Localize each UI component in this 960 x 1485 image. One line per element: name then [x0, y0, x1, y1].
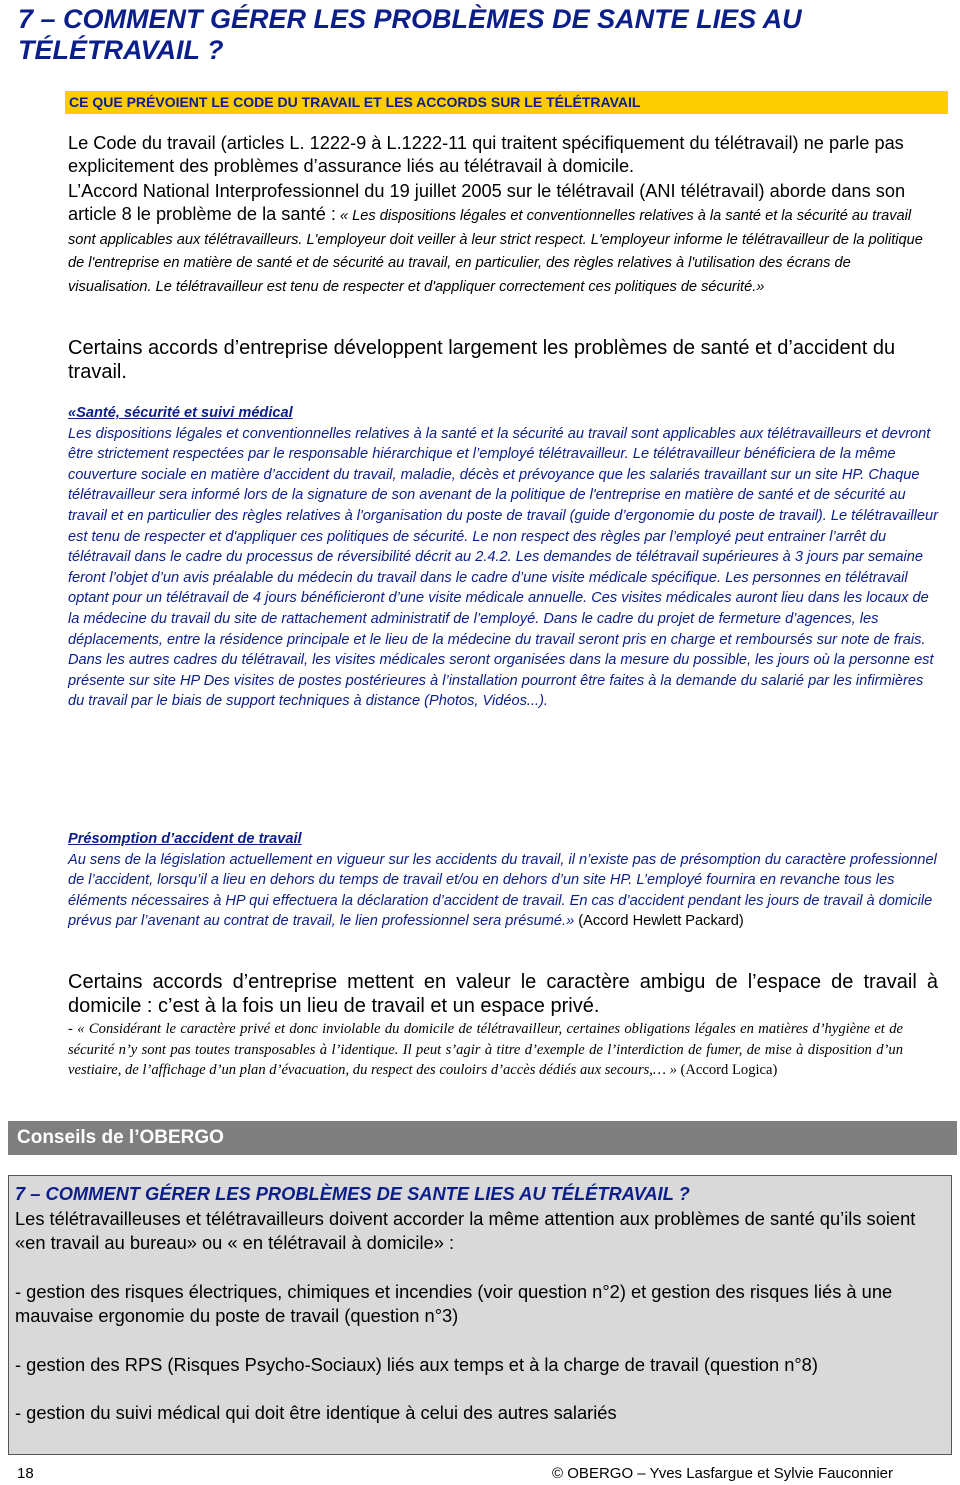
ani-quote: « Les dispositions légales et conventionnelles relatives à la santé et la sécurité au travail sont applicables aux télétravailleurs. L'employeur doit veiller à leur strict respect. L'employeur informe le télétravailleur de la politique de l'entreprise en matière de santé et de sécurité au travail, en particulier, des règles relatives à l'utilisation des écrans de visualisation. Le télétravailleur est tenu de respecter et d'appliquer correctement ces politiques de sécurité.»	[68, 208, 923, 295]
ani-lead: L’Accord National Interprofessionnel du 19 juillet 2005 sur le télétravail (ANI télétravail) aborde dans son article 8 le problème de la santé :	[68, 181, 906, 224]
hp-health-section	[68, 403, 943, 712]
copyright-footer: © OBERGO – Yves Lasfargue et Sylvie Fauconnier	[552, 1465, 893, 1482]
logica-quote-source: (Accord Logica)	[676, 1062, 778, 1078]
hp-health-body: Les dispositions légales et conventionnelles relatives à la santé et la sécurité au travail sont applicables aux télétravailleurs et devront être strictement respectées par le responsable hiérarchique et l’employé télétravailleur. Le télétravailleur bénéficiera de la même couverture sociale en matière d’accident du travail, maladie, décès et prévoyance que les salariés travaillant sur un site HP. Chaque télétravailleur sera informé lors de la signature de son avenant de la politique de l'entreprise en matière de santé et de sécurité au travail et en particulier des règles relatives à l'organisation du poste de travail (guide d’ergonomie du poste de travail). Le télétravailleur est tenu de respecter et d'appliquer ces politiques de sécurité. Le non respect des règles par l’employé peut entrainer l’arrêt du télétravail dans le cadre du processus de réversibilité décrit au 2.4.2. Les demandes de télétravail supérieures à 3 jours par semaine feront l’objet d’un avis préalable du médecin du travail dans le cadre d’une visite médicale spécifique. Les personnes en télétravail optant pour un télétravail de 4 jours bénéficieront d’une visite médicale annuelle. Ces visites médicales auront lieu dans les locaux de la médecine du travail du site de rattachement administratif de l’employé. Dans le cadre du projet de fermeture d’agences, les déplacements, entre la résidence principale et le lieu de la médecine du travail seront pris en charge et remboursés sur note de frais. Dans les autres cadres du télétravail, les visites médicales seront organisées dans la mesure du possible, les jours où la personne est présente sur site HP Des visites de postes postérieures à l’installation pourront être faites à la demande du salarié par les infirmières du travail par le biais de support techniques à distance (Photos, Vidéos...).	[68, 425, 938, 710]
page-title: 7 – COMMENT GÉRER LES PROBLÈMES DE SANTE LIES AU TÉLÉTRAVAIL ?	[18, 4, 802, 65]
intro-paragraph-1: Le Code du travail (articles L. 1222-9 à L.1222-11 qui traitent spécifiquement du télétravail) ne parle pas explicitement des problèmes d’assurance liés au télétravail à domicile.	[68, 133, 904, 176]
advice-box-intro: Les télétravailleuses et télétravailleurs doivent accorder la même attention aux problèmes de santé qu’ils soient «en travail au bureau» ou « en télétravail à domicile» :	[15, 1207, 916, 1253]
logica-quote	[68, 1019, 903, 1081]
advice-item: - gestion du suivi médical qui doit être identique à celui des autres salariés	[15, 1402, 617, 1423]
advice-box	[8, 1175, 952, 1455]
logica-quote-body: - « Considérant le caractère privé et donc inviolable du domicile de télétravailleur, certaines obligations légales en matières d’hygiène et de sécurité n’y sont pas toutes transposables à l’identique. Il peut s’agir à titre d’exemple de l’interdiction de fumer, de mise à disposition d’un vestiaire, de l’affichage d’un plan d’évacuation, du respect des couloirs d’accès dédiés aux secours,… »	[68, 1021, 903, 1078]
advice-item: - gestion des RPS (Risques Psycho-Sociaux) liés aux temps et à la charge de travail (question n°8)	[15, 1353, 818, 1375]
accident-heading: Présomption d’accident de travail	[68, 831, 302, 847]
intro-paragraph-2	[68, 180, 938, 297]
accident-body: Au sens de la législation actuellement en vigueur sur les accidents du travail, il n’existe pas de présomption du caractère professionnel de l’accident, lorsqu’il a lieu en dehors du temps de travail et/ou en dehors d’un site HP. L’employé fournira en revanche tous les éléments nécessaires à HP qui effectuera la déclaration d’accident de travail. En cas d’accident pendant les jours de travail à domicile prévus par l’avenant au contrat de travail, le lien professionnel sera présumé.»	[68, 851, 937, 930]
advice-box-title: 7 – COMMENT GÉRER LES PROBLÈMES DE SANTE LIES AU TÉLÉTRAVAIL ?	[15, 1183, 690, 1204]
advice-item: - gestion des risques électriques, chimiques et incendies (voir question n°2) et gestion des risques liés à une mauvaise ergonomie du poste de travail (question n°3)	[15, 1280, 893, 1326]
hp-health-heading: «Santé, sécurité et suivi médical	[68, 405, 293, 421]
page-number: 18	[17, 1465, 34, 1482]
accident-section	[68, 829, 943, 932]
large-paragraph-2: Certains accords d’entreprise mettent en valeur le caractère ambigu de l’espace de travail à domicile : c’est à la fois un lieu de travail et un espace privé.	[68, 971, 938, 1017]
section-banner: CE QUE PRÉVOIENT LE CODE DU TRAVAIL ET LES ACCORDS SUR LE TÉLÉTRAVAIL	[65, 91, 948, 114]
advice-banner: Conseils de l’OBERGO	[8, 1121, 957, 1155]
accident-source: (Accord Hewlett Packard)	[574, 913, 744, 930]
large-paragraph-1: Certains accords d’entreprise développent largement les problèmes de santé et d’accident du travail.	[68, 337, 896, 383]
